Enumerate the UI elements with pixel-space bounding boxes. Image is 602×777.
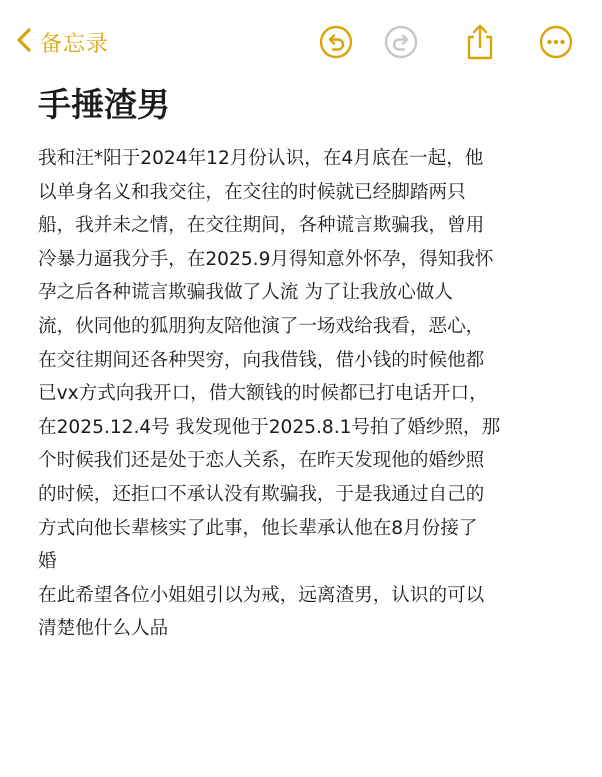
note-line: 在此希望各位小姐姐引以为戒，远离渣男，认识的可以 <box>38 584 485 606</box>
chevron-left-icon <box>14 25 36 59</box>
more-button[interactable] <box>538 24 574 60</box>
note-line: 的时候，还拒口不承认没有欺骗我，于是我通过自己的 <box>38 483 485 505</box>
note-line: 在交往期间还各种哭穷，向我借钱，借小钱的时候他都 <box>38 349 485 371</box>
redo-button[interactable] <box>383 24 419 60</box>
note-line: 方式向他长辈核实了此事，他长辈承认他在8月份接了 <box>38 517 478 539</box>
note-line: 清楚他什么人品 <box>38 618 169 640</box>
back-button[interactable] <box>14 26 109 58</box>
back-label: 备忘录 <box>40 31 110 57</box>
note-line: 孕之后各种谎言欺骗我做了人流 为了让我放心做人 <box>38 282 453 304</box>
note-line: 个时候我们还是处于恋人关系，在昨天发现他的婚纱照 <box>38 450 485 472</box>
note-line: 船，我并未之情，在交往期间，各种谎言欺骗我，曾用 <box>38 215 485 237</box>
share-icon <box>462 22 498 62</box>
redo-icon <box>383 24 419 60</box>
undo-icon <box>318 24 354 60</box>
note-line: 我和汪*阳于2024年12月份认识，在4月底在一起，他 <box>38 148 484 169</box>
share-button[interactable] <box>462 22 498 58</box>
note-line: 已vx方式向我开口，借大额钱的时候都已打电话开口， <box>38 383 488 405</box>
undo-button[interactable] <box>318 24 354 60</box>
note-line: 以单身名义和我交往，在交往的时候就已经脚踏两只 <box>38 181 466 203</box>
note-line: 婚 <box>38 551 57 573</box>
more-icon <box>538 24 574 60</box>
note-title[interactable]: 手捶渣男 <box>38 85 170 124</box>
note-line: 在2025.12.4号 我发现他于2025.8.1号拍了婚纱照，那 <box>38 416 501 438</box>
note-line: 流，伙同他的狐朋狗友陪他演了一场戏给我看，恶心， <box>38 315 485 337</box>
toolbar <box>0 0 602 80</box>
note-line: 冷暴力逼我分手，在2025.9月得知意外怀孕，得知我怀 <box>38 248 494 270</box>
note-body[interactable] <box>38 82 562 646</box>
